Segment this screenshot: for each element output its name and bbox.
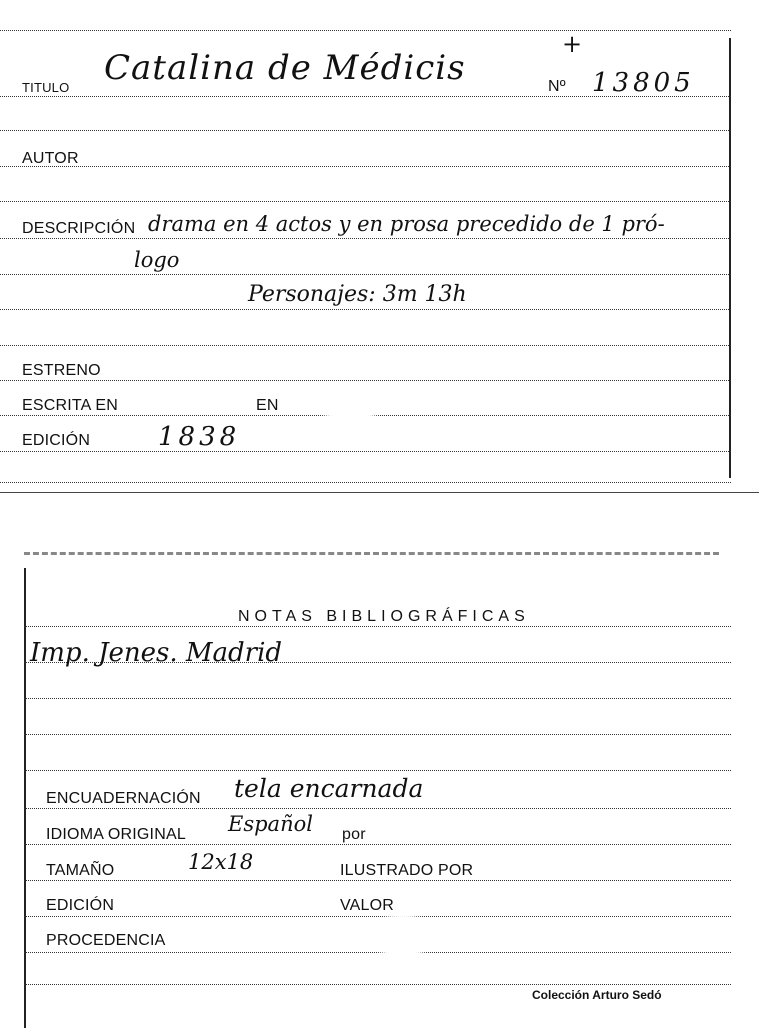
descripcion-line1: drama en 4 actos y en prosa precedido de 1 pró- bbox=[148, 212, 665, 236]
notas-heading: NOTAS BIBLIOGRÁFICAS bbox=[238, 608, 530, 625]
ruled-line bbox=[0, 30, 731, 31]
numero-value: 13805 bbox=[592, 68, 695, 98]
idioma-label: IDIOMA ORIGINAL bbox=[46, 826, 186, 843]
ruled-line bbox=[0, 309, 731, 310]
ilustrado-label: ILUSTRADO POR bbox=[340, 862, 474, 879]
edicion-label: EDICIÓN bbox=[22, 432, 91, 449]
idioma-value: Español bbox=[228, 812, 313, 836]
card-back bbox=[0, 540, 759, 1028]
titulo-value: Catalina de Médicis bbox=[104, 48, 466, 88]
numero-mark: + bbox=[562, 30, 583, 58]
encuadernacion-value: tela encarnada bbox=[234, 774, 424, 803]
collection-credit: Colección Arturo Sedó bbox=[532, 988, 662, 1002]
ruled-line bbox=[24, 984, 731, 985]
ruled-line bbox=[0, 130, 731, 131]
descripcion-line2: logo bbox=[134, 248, 180, 272]
ruled-line bbox=[24, 626, 731, 627]
ruled-line bbox=[0, 451, 731, 452]
card-left-border bbox=[24, 568, 26, 1028]
card-front bbox=[0, 0, 759, 494]
ruled-line bbox=[0, 345, 731, 346]
descripcion-label: DESCRIPCIÓN bbox=[22, 220, 136, 237]
titulo-label: TITULO bbox=[22, 80, 70, 95]
stamp-smudge bbox=[384, 918, 420, 958]
ruled-line bbox=[24, 734, 731, 735]
card-cut-line bbox=[0, 492, 759, 493]
notas-line1: Imp. Jenes. Madrid bbox=[30, 638, 283, 668]
tamano-label: TAMAÑO bbox=[46, 862, 115, 879]
ruled-line bbox=[0, 482, 731, 483]
por-label: por bbox=[342, 826, 366, 843]
valor-label: VALOR bbox=[340, 897, 395, 914]
ruled-line bbox=[24, 808, 731, 809]
tamano-value: 12x18 bbox=[188, 850, 254, 874]
encuadernacion-label: ENCUADERNACIÓN bbox=[46, 790, 201, 807]
ruled-line bbox=[24, 698, 731, 699]
ruled-line bbox=[24, 770, 731, 771]
estreno-label: ESTRENO bbox=[22, 362, 101, 379]
procedencia-label: PROCEDENCIA bbox=[46, 932, 166, 949]
ruled-line bbox=[24, 844, 731, 845]
en-label: EN bbox=[256, 397, 279, 414]
edicion-value: 1838 bbox=[158, 422, 241, 452]
ruled-line bbox=[24, 916, 731, 917]
ruled-line bbox=[0, 166, 731, 167]
ruled-line bbox=[0, 238, 731, 239]
ruled-line bbox=[24, 952, 731, 953]
ruled-line bbox=[24, 880, 731, 881]
stamp-smudge bbox=[330, 396, 370, 422]
ruled-line bbox=[0, 274, 731, 275]
personajes-value: Personajes: 3m 13h bbox=[248, 282, 467, 307]
ruled-line bbox=[0, 201, 731, 202]
numero-label: Nº bbox=[548, 78, 566, 95]
card-right-border bbox=[729, 38, 731, 478]
autor-label: AUTOR bbox=[22, 150, 79, 167]
escrita-en-label: ESCRITA EN bbox=[22, 397, 118, 414]
ruled-line bbox=[0, 380, 731, 381]
edicion-back-label: EDICIÓN bbox=[46, 897, 115, 914]
